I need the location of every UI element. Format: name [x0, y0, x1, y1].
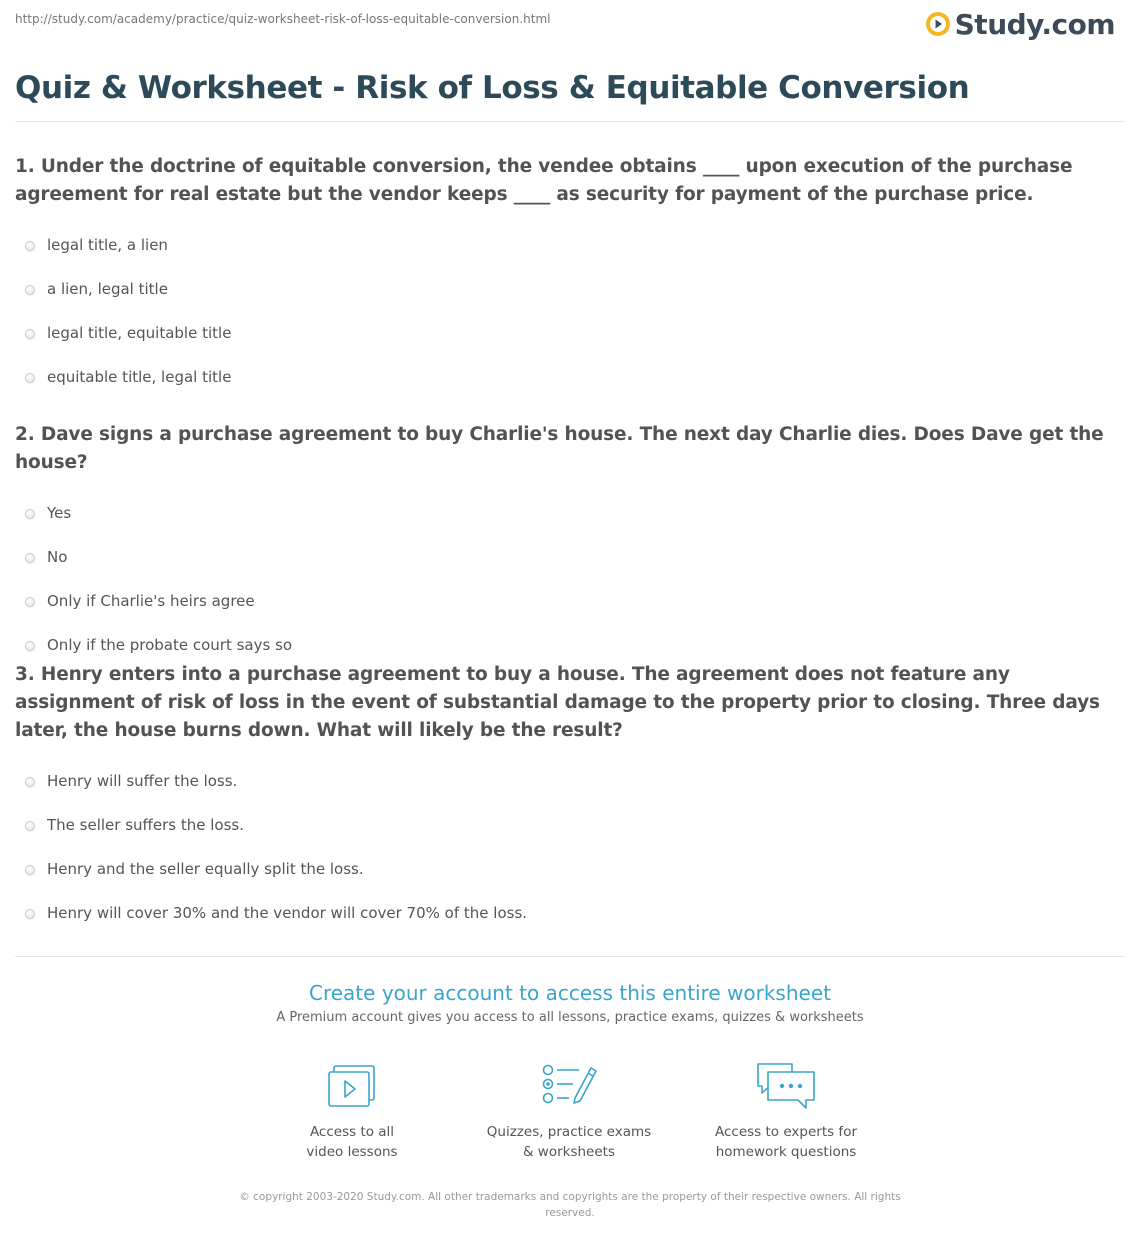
question-1-options — [15, 225, 1125, 401]
answer-label: No — [47, 548, 68, 566]
question-2 — [15, 421, 1125, 669]
feature-quizzes-label — [469, 1122, 669, 1162]
title-divider — [15, 121, 1125, 122]
radio-button[interactable] — [25, 821, 35, 831]
feature-quizzes-line1: Quizzes, practice exams — [486, 1124, 652, 1140]
copyright-notice: © copyright 2003-2020 Study.com. All other trademarks and copyrights are the property of their respective owners. All rights reserved. — [239, 1191, 901, 1219]
answer-option[interactable] — [15, 225, 1125, 269]
page-url: http://study.com/academy/practice/quiz-worksheet-risk-of-loss-equitable-conversion.html — [15, 12, 551, 26]
feature-video-line1: Access to all — [309, 1124, 395, 1140]
study-logo-text: Study.com — [954, 7, 1115, 41]
feature-experts-line2: homework questions — [715, 1144, 857, 1160]
question-1-text: 1. Under the doctrine of equitable conversion, the vendee obtains ____ upon execution of the purchase agreement for real estate but the vendor keeps ____ as security for payment of the purchase price. — [15, 156, 1073, 205]
feature-experts-line1: Access to experts for — [714, 1124, 857, 1140]
question-3-options — [15, 761, 1125, 937]
answer-label: a lien, legal title — [47, 280, 168, 298]
answer-option[interactable] — [15, 537, 1125, 581]
answer-option[interactable] — [15, 493, 1125, 537]
radio-button[interactable] — [25, 641, 35, 651]
answer-option[interactable] — [15, 849, 1125, 893]
cta-divider — [15, 956, 1125, 957]
radio-button[interactable] — [25, 509, 35, 519]
feature-experts — [686, 1060, 886, 1162]
question-3-text: 3. Henry enters into a purchase agreement to buy a house. The agreement does not feature any assignment of risk of loss in the event of substantial damage to the property prior to closing. Three days later, the house burns down. What will likely be the result? — [15, 664, 1100, 741]
quiz-checklist-icon — [539, 1060, 599, 1112]
answer-option[interactable] — [15, 761, 1125, 805]
question-2-text: 2. Dave signs a purchase agreement to buy Charlie's house. The next day Charlie dies. Does Dave get the house? — [15, 424, 1104, 473]
answer-label: legal title, equitable title — [47, 324, 232, 342]
answer-option[interactable] — [15, 269, 1125, 313]
top-bar — [15, 0, 1125, 44]
study-logo[interactable] — [925, 6, 1115, 42]
feature-video-line2: video lessons — [306, 1144, 398, 1160]
answer-option[interactable] — [15, 357, 1125, 401]
feature-experts-label — [686, 1122, 886, 1162]
question-1 — [15, 153, 1125, 401]
expert-chat-icon — [754, 1060, 818, 1112]
answer-label: Yes — [47, 504, 72, 522]
feature-quizzes-line2: & worksheets — [522, 1144, 615, 1160]
video-lessons-icon — [326, 1060, 378, 1112]
radio-button[interactable] — [25, 285, 35, 295]
answer-label: Henry will suffer the loss. — [47, 772, 238, 790]
feature-video-lessons — [252, 1060, 452, 1162]
page-title: Quiz & Worksheet - Risk of Loss & Equitable Conversion — [15, 70, 970, 106]
answer-option[interactable] — [15, 581, 1125, 625]
answer-label: Henry and the seller equally split the loss. — [47, 860, 364, 878]
radio-button[interactable] — [25, 777, 35, 787]
radio-button[interactable] — [25, 909, 35, 919]
radio-button[interactable] — [25, 597, 35, 607]
premium-description: A Premium account gives you access to all lessons, practice exams, quizzes & worksheets — [276, 1010, 864, 1025]
question-2-options — [15, 493, 1125, 669]
answer-option[interactable] — [15, 893, 1125, 937]
study-logo-icon — [925, 11, 951, 37]
question-3 — [15, 661, 1125, 937]
answer-label: The seller suffers the loss. — [47, 816, 244, 834]
answer-option[interactable] — [15, 805, 1125, 849]
feature-quizzes — [469, 1060, 669, 1162]
create-account-link[interactable]: Create your account to access this entire worksheet — [309, 981, 831, 1005]
answer-option[interactable] — [15, 313, 1125, 357]
radio-button[interactable] — [25, 373, 35, 383]
radio-button[interactable] — [25, 865, 35, 875]
answer-label: Only if Charlie's heirs agree — [47, 592, 255, 610]
answer-label: Henry will cover 30% and the vendor will cover 70% of the loss. — [47, 904, 528, 922]
radio-button[interactable] — [25, 553, 35, 563]
radio-button[interactable] — [25, 329, 35, 339]
radio-button[interactable] — [25, 241, 35, 251]
answer-label: Only if the probate court says so — [47, 636, 293, 654]
feature-video-lessons-label — [252, 1122, 452, 1162]
answer-label: equitable title, legal title — [47, 368, 232, 386]
answer-label: legal title, a lien — [47, 236, 168, 254]
